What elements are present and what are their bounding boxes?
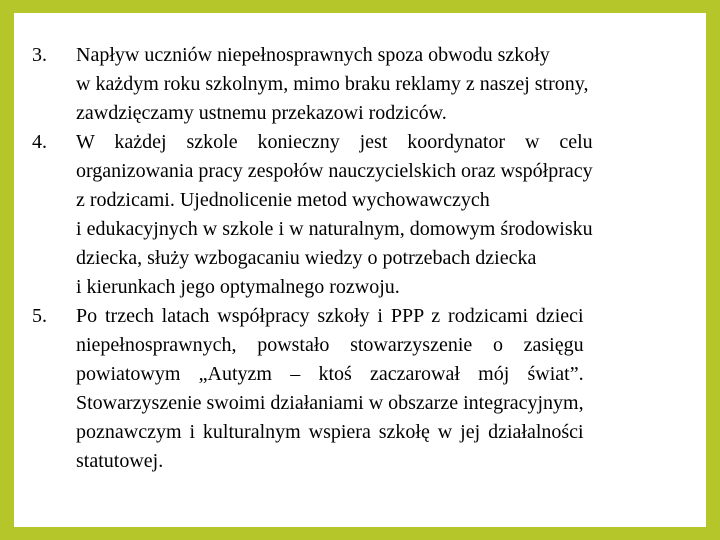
text-line: z rodzicami. Ujednolicenie metod wychowawczych: [76, 189, 490, 211]
text-line: zawdzięczamy ustnemu przekazowi rodziców.: [76, 102, 447, 124]
list-item-4: [32, 128, 698, 302]
text-line: statutowej.: [76, 450, 164, 472]
list-item-text: [76, 41, 588, 128]
text-line: organizowania pracy zespołów nauczycielskich oraz współpracy: [76, 160, 593, 182]
numbered-list: [32, 41, 698, 476]
list-item-text: [76, 128, 593, 302]
text-line: i kierunkach jego optymalnego rozwoju.: [76, 276, 400, 298]
text-line: Po trzech latach współpracy szkoły i PPP z rodzicami dzieci: [76, 305, 584, 327]
text-line: dziecka, służy wzbogacaniu wiedzy o potrzebach dziecka: [76, 247, 537, 269]
text-line: poznawczym i kulturalnym wspiera szkołę w jej działalności: [76, 421, 584, 443]
text-line: Stowarzyszenie swoimi działaniami w obszarze integracyjnym,: [76, 392, 584, 414]
text-line: W każdej szkole konieczny jest koordynator w celu: [76, 131, 593, 153]
list-item-number: 3.: [32, 44, 47, 66]
text-line: w każdym roku szkolnym, mimo braku reklamy z naszej strony,: [76, 73, 589, 95]
list-item-text: [76, 302, 584, 476]
list-item-number: 5.: [32, 305, 47, 327]
text-line: Napływ uczniów niepełnosprawnych spoza obwodu szkoły: [76, 44, 550, 66]
list-item-5: [32, 302, 698, 476]
text-line: niepełnosprawnych, powstało stowarzyszenie o zasięgu: [76, 334, 584, 356]
list-item-3: [32, 41, 698, 128]
slide-content-area: [14, 13, 706, 527]
text-line: powiatowym „Autyzm – ktoś zaczarował mój świat”.: [76, 363, 584, 385]
text-line: i edukacyjnych w szkole i w naturalnym, domowym środowisku: [76, 218, 593, 240]
list-item-number: 4.: [32, 131, 47, 153]
